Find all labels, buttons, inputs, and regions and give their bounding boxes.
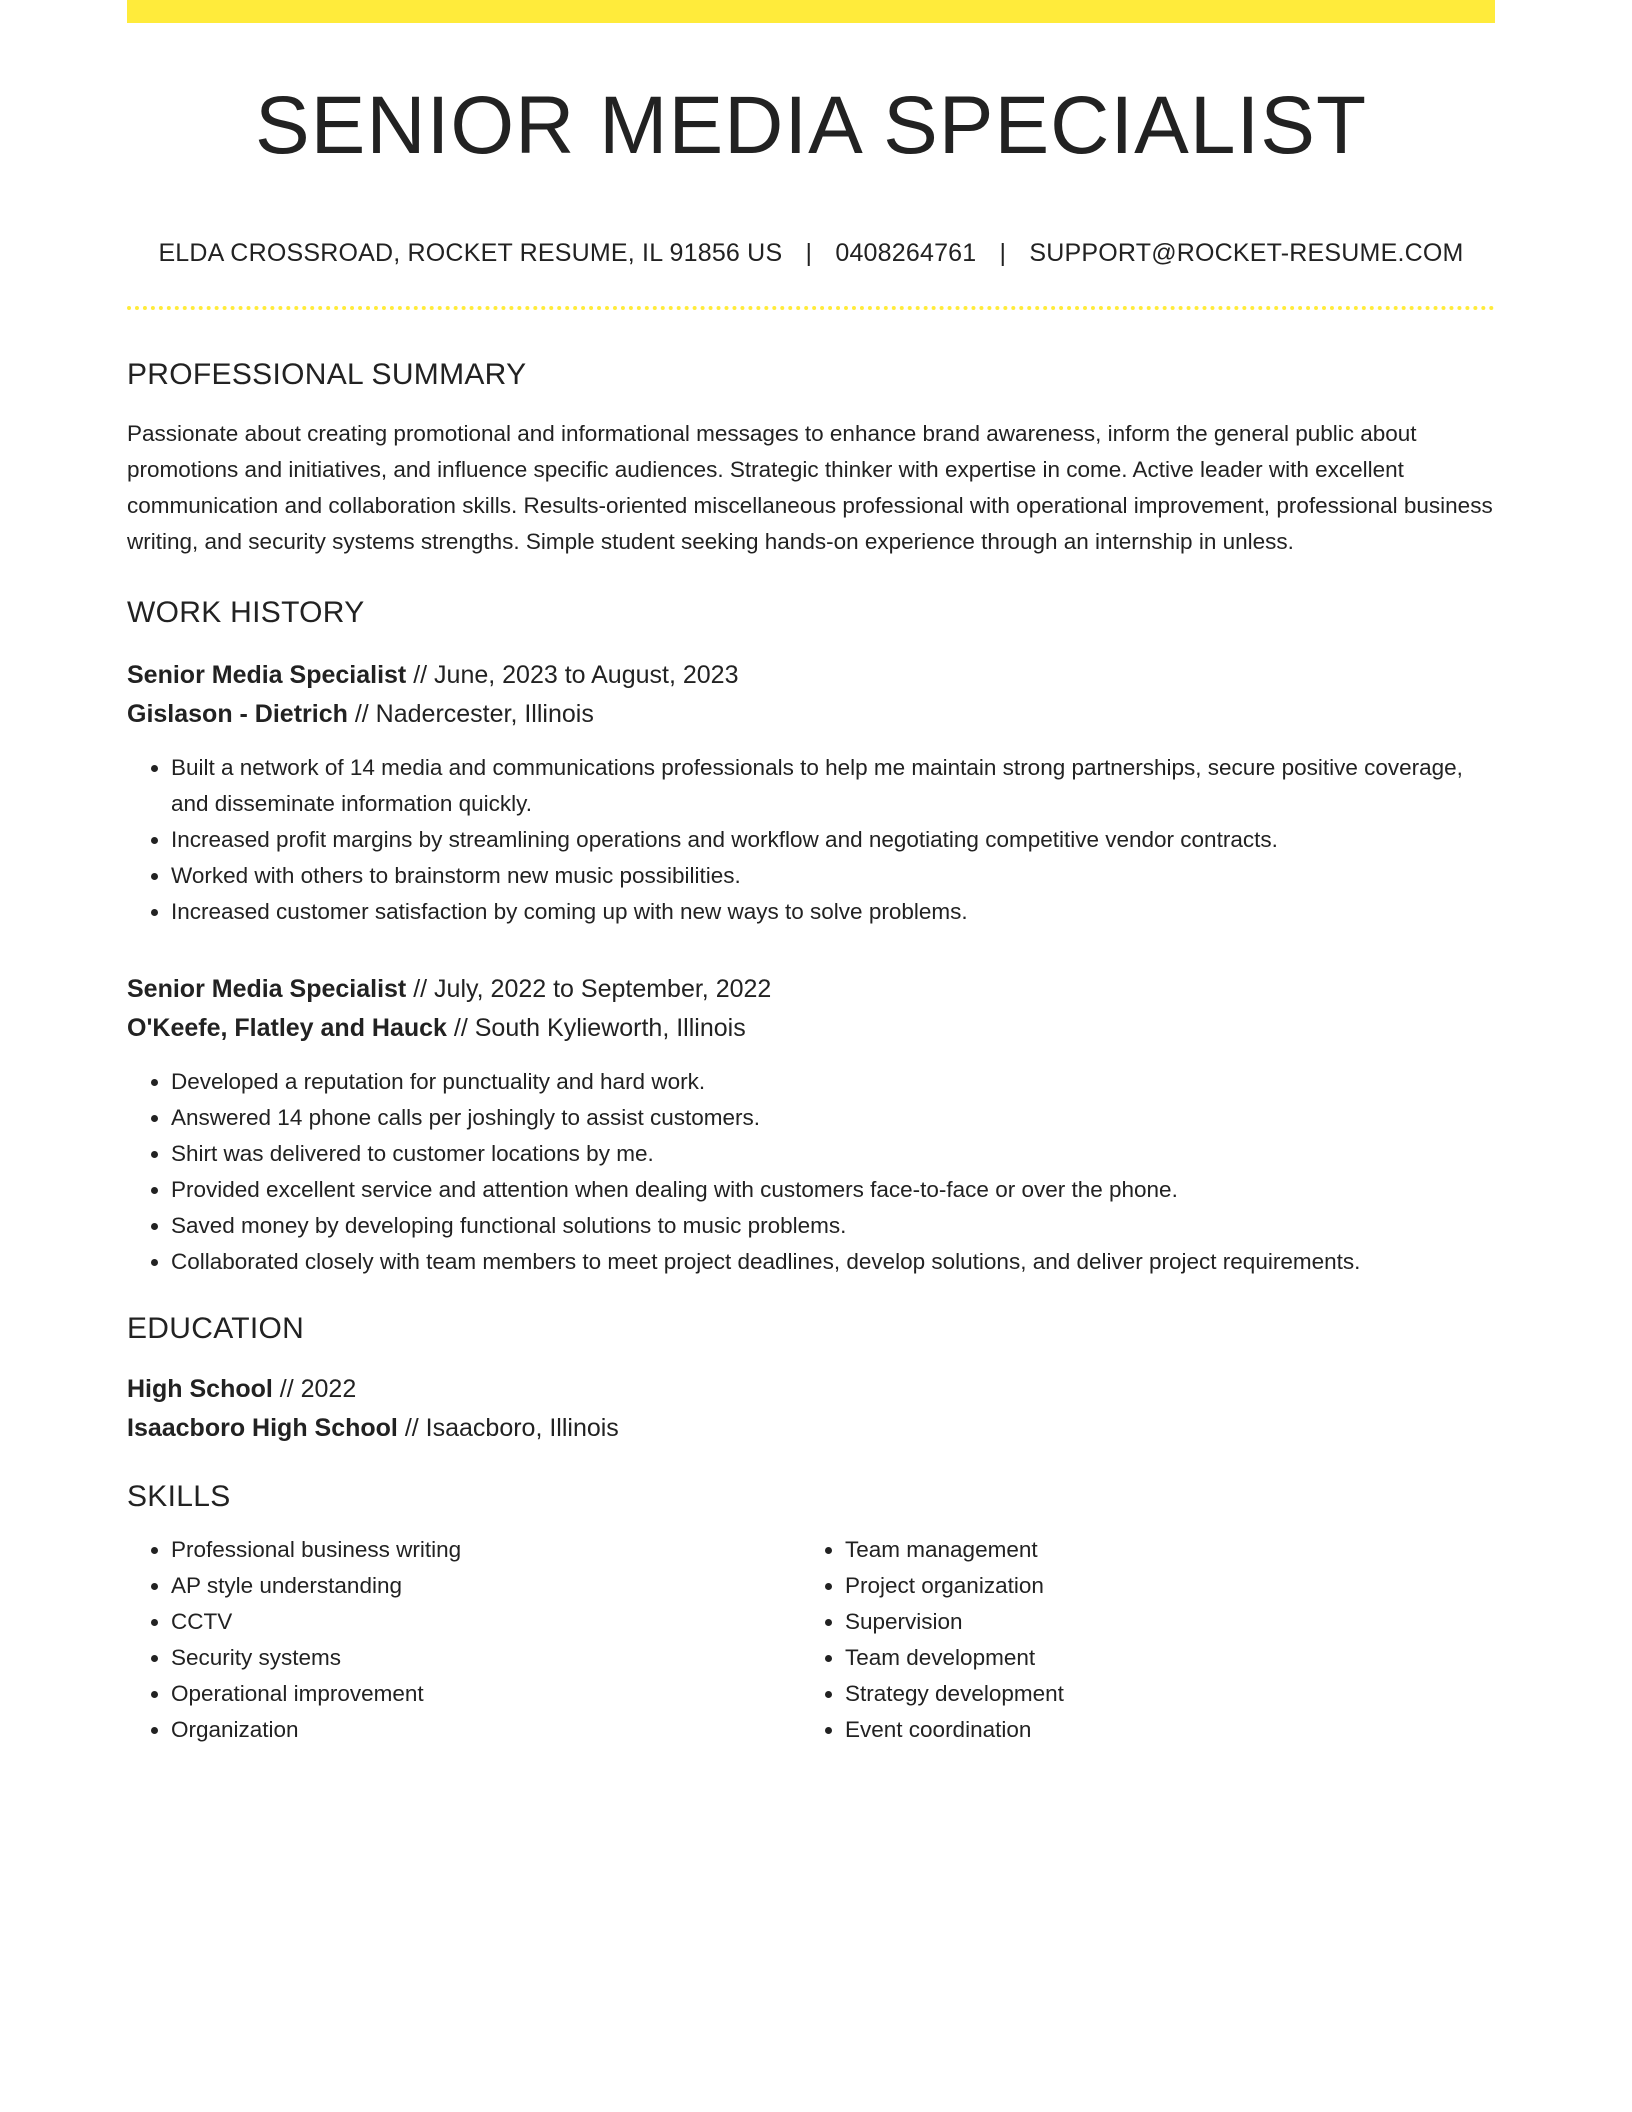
skill-item: • Project organization — [845, 1568, 1475, 1604]
work-history-heading: WORK HISTORY — [127, 596, 365, 629]
summary-heading: PROFESSIONAL SUMMARY — [127, 358, 527, 391]
skill-item: • Strategy development — [845, 1676, 1475, 1712]
job-entry — [127, 656, 1495, 930]
job-dates: // July, 2022 to September, 2022 — [406, 975, 772, 1003]
education-entry — [127, 1370, 1495, 1448]
skills-list-right — [801, 1532, 1475, 1748]
job-bullet: • Worked with others to brainstorm new music possibilities. — [171, 858, 1495, 894]
skills-columns — [127, 1532, 1495, 1748]
job-bullet: • Provided excellent service and attention when dealing with customers face-to-face or over the phone. — [171, 1172, 1495, 1208]
job-entry — [127, 970, 1495, 1280]
job-bullet: • Answered 14 phone calls per joshingly to assist customers. — [171, 1100, 1495, 1136]
accent-top-bar — [127, 0, 1495, 23]
job-bullet: • Increased customer satisfaction by coming up with new ways to solve problems. — [171, 894, 1495, 930]
education-heading: EDUCATION — [127, 1312, 305, 1345]
job-location: // South Kylieworth, Illinois — [446, 1014, 746, 1042]
education-school: Isaacboro High School — [127, 1414, 398, 1442]
job-dates: // June, 2023 to August, 2023 — [406, 661, 739, 689]
skill-item: • Event coordination — [845, 1712, 1475, 1748]
job-bullet: • Built a network of 14 media and communications professionals to help me maintain strong partnerships, secure positive coverage, and disseminate information quickly. — [171, 750, 1495, 822]
job-title-line — [127, 656, 1495, 695]
contact-separator: | — [999, 239, 1007, 267]
contact-separator: | — [805, 239, 813, 267]
contact-phone: 0408264761 — [835, 239, 977, 267]
job-bullet: • Developed a reputation for punctuality and hard work. — [171, 1064, 1495, 1100]
skill-item: • Team development — [845, 1640, 1475, 1676]
skill-item: • Organization — [171, 1712, 801, 1748]
education-year: // 2022 — [272, 1375, 357, 1403]
contact-email: SUPPORT@ROCKET-RESUME.COM — [1029, 239, 1464, 267]
skills-heading: SKILLS — [127, 1480, 231, 1513]
job-company-line — [127, 695, 1495, 734]
job-bullets — [127, 750, 1495, 930]
job-company: Gislason - Dietrich — [127, 700, 348, 728]
job-bullet: • Saved money by developing functional solutions to music problems. — [171, 1208, 1495, 1244]
job-title-line — [127, 970, 1495, 1009]
job-bullets — [127, 1064, 1495, 1280]
skill-item: • Security systems — [171, 1640, 801, 1676]
job-bullet: • Increased profit margins by streamlining operations and workflow and negotiating competitive vendor contracts. — [171, 822, 1495, 858]
education-degree: High School — [127, 1375, 273, 1403]
skill-item: • Supervision — [845, 1604, 1475, 1640]
job-title: Senior Media Specialist — [127, 661, 407, 689]
contact-line — [127, 241, 1495, 266]
resume-title: SENIOR MEDIA SPECIALIST — [254, 80, 1368, 171]
skill-item: • Professional business writing — [171, 1532, 801, 1568]
resume-page — [127, 0, 1495, 1748]
job-location: // Nadercester, Illinois — [347, 700, 594, 728]
job-bullet: • Collaborated closely with team members to meet project deadlines, develop solutions, and deliver project requirements. — [171, 1244, 1495, 1280]
contact-address: ELDA CROSSROAD, ROCKET RESUME, IL 91856 US — [158, 239, 783, 267]
skills-list-left — [127, 1532, 801, 1748]
summary-text: Passionate about creating promotional and informational messages to enhance brand awareness, inform the general public about promotions and initiatives, and influence specific audiences. Strategic thinker with expertise in come. Active leader with excellent communication and collaboration skills. Results-oriented miscellaneous professional with operational improvement, professional business writing, and security systems strengths. Simple student seeking hands-on experience through an internship in unless. — [127, 421, 1493, 554]
job-company: O'Keefe, Flatley and Hauck — [127, 1014, 447, 1042]
job-bullet: • Shirt was delivered to customer locations by me. — [171, 1136, 1495, 1172]
job-company-line — [127, 1009, 1495, 1048]
dotted-divider — [127, 306, 1495, 310]
skill-item: • Operational improvement — [171, 1676, 801, 1712]
education-location: // Isaacboro, Illinois — [397, 1414, 619, 1442]
education-school-line — [127, 1409, 1495, 1448]
skill-item: • AP style understanding — [171, 1568, 801, 1604]
skill-item: • CCTV — [171, 1604, 801, 1640]
skill-item: • Team management — [845, 1532, 1475, 1568]
education-degree-line — [127, 1370, 1495, 1409]
job-title: Senior Media Specialist — [127, 975, 407, 1003]
